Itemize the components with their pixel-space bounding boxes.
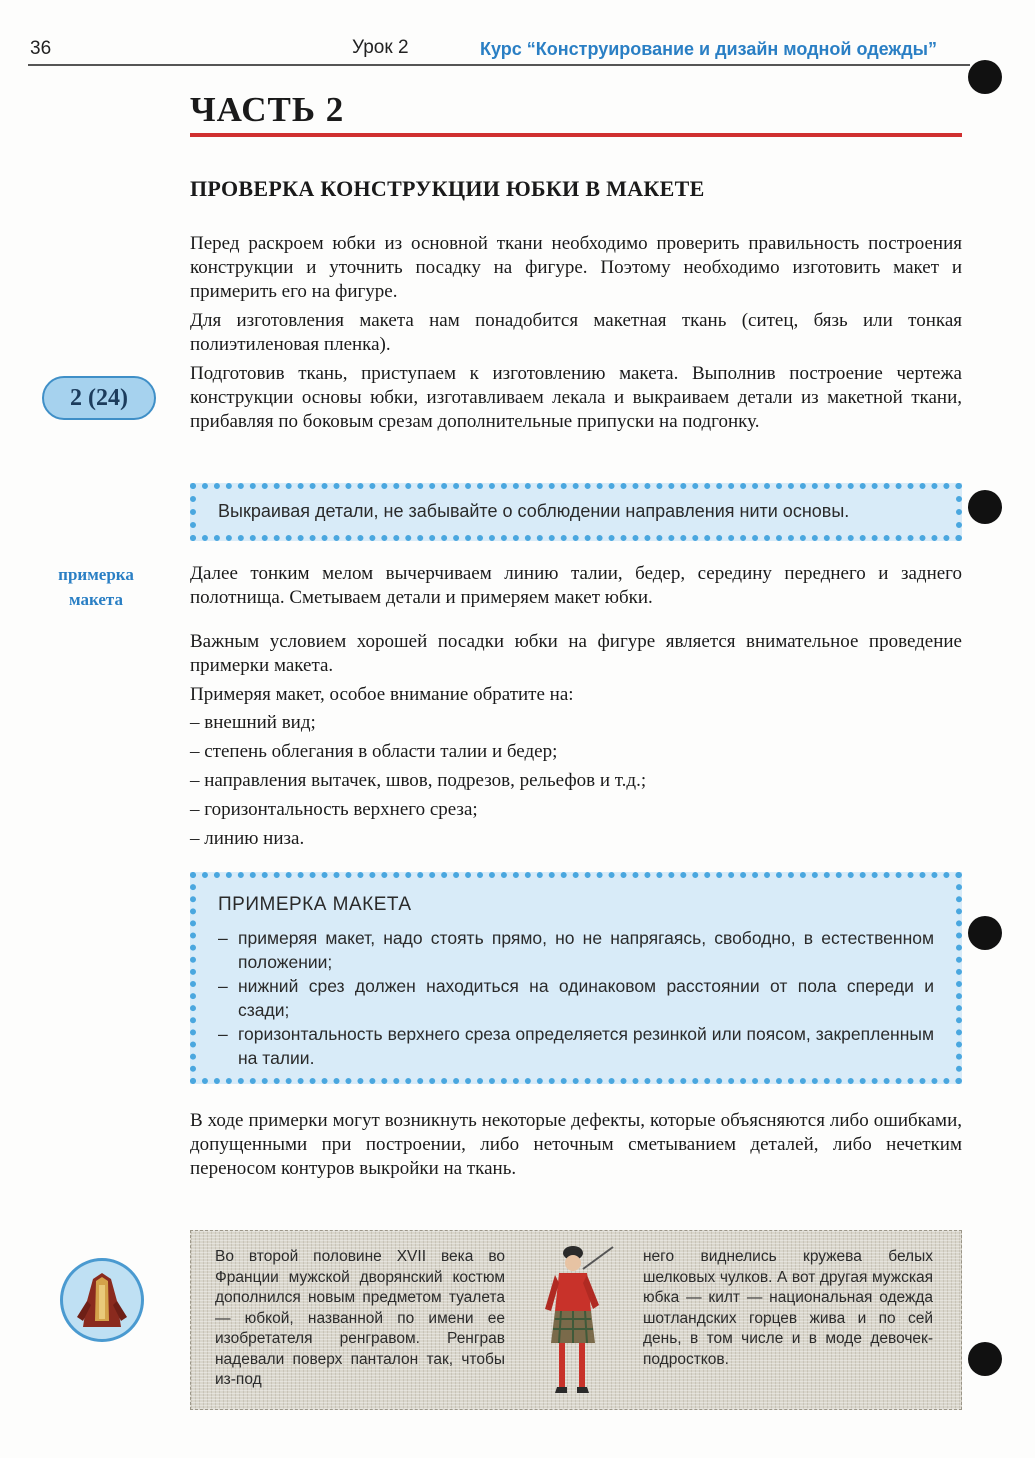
binder-hole <box>968 1342 1002 1376</box>
part-title: ЧАСТЬ 2 <box>190 90 345 129</box>
binder-hole <box>968 490 1002 524</box>
page-number: 36 <box>30 38 52 59</box>
tip-text: Выкраивая детали, не забывайте о соблюдении направления нити основы. <box>218 501 850 521</box>
paragraph-attention: Примеряя макет, особое внимание обратите на: <box>190 684 574 705</box>
section-title: ПРОВЕРКА КОНСТРУКЦИИ ЮБКИ В МАКЕТЕ <box>190 176 705 201</box>
header-rule <box>28 64 970 66</box>
fact-text-right: него виднелись кружева белых шелковых чулков. А вот другая мужская юбка — килт — национальная одежда шотландских горцев жива и по сей день, в том числе и в моде девочек-подростков. <box>643 1248 933 1368</box>
paragraph-intro: Перед раскроем юбки из основной ткани необходимо проверить правильность построения конструкции и уточнить посадку на фигуре. Поэтому необходимо изготовить макет и примерить его на фигуре. <box>190 233 962 302</box>
paragraph-fitting: Важным условием хорошей посадки юбки на фигуре является внимательное проведение примерки макета. <box>190 631 962 676</box>
step-badge: 2 (24) <box>42 376 156 420</box>
list-item: – направления вытачек, швов, подрезов, рельефов и т.д.; <box>190 770 647 791</box>
list-item: – внешний вид; <box>190 712 316 733</box>
highlander-figure-illustration <box>521 1239 621 1405</box>
list-item: – горизонтальность верхнего среза; <box>190 799 478 820</box>
dash-mark: – <box>218 928 228 948</box>
list-item: – степень облегания в области талии и бедер; <box>190 741 558 762</box>
costume-icon <box>60 1258 144 1342</box>
fitting-rules-box <box>190 872 962 1084</box>
fitting-rules-list <box>218 926 934 1070</box>
dash-mark: – <box>218 1024 228 1044</box>
paragraph-materials: Для изготовления макета нам понадобится макетная ткань (ситец, бязь или тонкая полиэтиленовая пленка). <box>190 310 962 355</box>
paragraph-preparation: Подготовив ткань, приступаем к изготовлению макета. Выполнив построение чертежа конструкции основы юбки, изготавливаем лекала и выкраиваем детали из макетной ткани, прибавляя по боковым срезам дополнительные припуски на подгонку. <box>190 363 962 432</box>
fact-text-left: Во второй половине XVII века во Франции мужской дворянский костюм дополнился новым предметом туалета — юбкой, названной по имени ее изобретателя ренгравом. Ренграв надевали поверх панталон так, чтобы из-под <box>215 1248 505 1388</box>
list-item: – линию низа. <box>190 828 305 849</box>
tip-box <box>190 483 962 541</box>
list-item: – нижний срез должен находиться на одинаковом расстоянии от пола спереди и сзади; <box>218 976 934 1020</box>
dash-mark: – <box>218 976 228 996</box>
margin-note: примерка макета <box>58 565 134 609</box>
list-item: – примеряя макет, надо стоять прямо, но не напрягаясь, свободно, в естественном положении; <box>218 928 934 972</box>
paragraph-marking: Далее тонким мелом вычерчиваем линию талии, бедер, середину переднего и заднего полотнища. Сметываем детали и примеряем макет юбки. <box>190 563 962 608</box>
lesson-label: Урок 2 <box>352 37 409 58</box>
binder-hole <box>968 916 1002 950</box>
course-title: Курс “Конструирование и дизайн модной одежды” <box>480 39 937 59</box>
history-fact-box <box>190 1230 962 1410</box>
fitting-rules-heading: ПРИМЕРКА МАКЕТА <box>218 894 412 915</box>
paragraph-defects: В ходе примерки могут возникнуть некоторые дефекты, которые объясняются либо ошибками, допущенными при построении, либо неточным сметыванием деталей, либо нечетким переносом контуров выкройки на ткань. <box>190 1110 962 1179</box>
part-title-rule <box>190 133 962 137</box>
checklist <box>190 708 962 853</box>
binder-hole <box>968 60 1002 94</box>
list-item: – горизонтальность верхнего среза определяется резинкой или поясом, закрепленным на талии. <box>218 1024 934 1068</box>
